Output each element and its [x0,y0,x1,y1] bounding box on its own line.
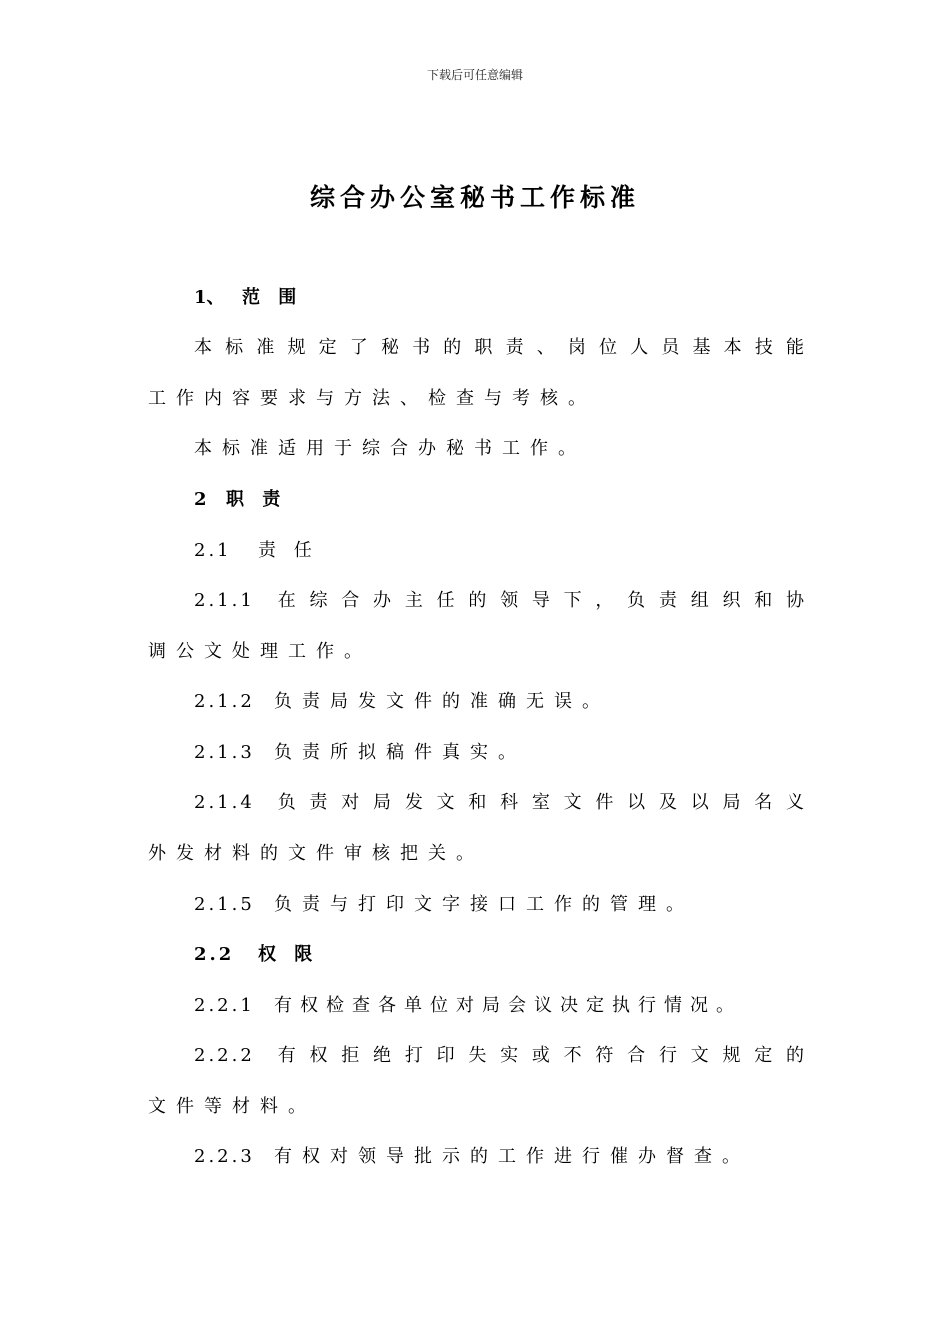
item-number: 2.2.2 [194,1045,255,1066]
subsection-number: 2.1 [194,540,232,561]
item-2-2-2 [194,1044,814,1068]
item-2-1-3 [194,741,814,765]
item-2-2-2-cont: 文件等材料。 [148,1096,316,1117]
item-text: 有权对领导批示的工作进行催办督查。 [274,1146,750,1167]
item-2-1-4-cont: 外发材料的文件审核把关。 [148,843,484,864]
page-header: 下载后可任意编辑 [426,68,523,82]
item-2-1-4 [194,791,814,815]
paragraph-scope-1-cont: 工作内容要求与方法、检查与考核。 [148,388,596,409]
item-number: 2.2.1 [194,995,255,1016]
item-number: 2.2.3 [194,1146,255,1167]
item-number: 2.1.5 [194,894,255,915]
subsection-title: 权 限 [258,944,319,965]
item-text: 有权拒绝打印失实或不符合行文规定的 [274,1045,814,1066]
item-number: 2.1.1 [194,590,255,611]
item-text: 有权检查各单位对局会议决定执行情况。 [274,995,742,1016]
subsection-heading-2-1 [194,539,814,563]
item-2-1-2 [194,690,814,714]
subsection-number: 2.2 [194,944,235,965]
item-text: 负责局发文件的准确无误。 [274,691,610,712]
item-text: 负责所拟稿件真实。 [274,742,526,763]
item-number: 2.1.4 [194,792,255,813]
paragraph-scope-2: 本标准适用于综合办秘书工作。 [194,438,586,459]
subsection-heading-2-2 [194,943,814,967]
section-number: 2 [194,489,207,510]
item-2-1-5 [194,893,814,917]
item-number: 2.1.3 [194,742,255,763]
item-2-1-1-cont: 调公文处理工作。 [148,641,372,662]
item-text: 负责对局发文和科室文件以及以局名义 [274,792,814,813]
item-2-2-3 [194,1145,814,1169]
item-number: 2.1.2 [194,691,255,712]
paragraph-scope-1: 本标准规定了秘书的职责、岗位人员基本技能 [194,337,814,358]
section-title: 职 责 [226,489,287,510]
section-title: 范 围 [242,287,303,308]
item-text: 负责与打印文字接口工作的管理。 [274,894,694,915]
section-heading-2 [194,488,814,512]
section-number: 1、 [194,287,225,308]
item-2-1-1 [194,589,814,613]
subsection-title: 责 任 [258,540,318,561]
section-heading-1 [194,286,814,310]
item-2-2-1 [194,994,814,1018]
document-title: 综合办公室秘书工作标准 [309,183,640,212]
item-text: 在综合办主任的领导下，负责组织和协 [274,590,814,611]
